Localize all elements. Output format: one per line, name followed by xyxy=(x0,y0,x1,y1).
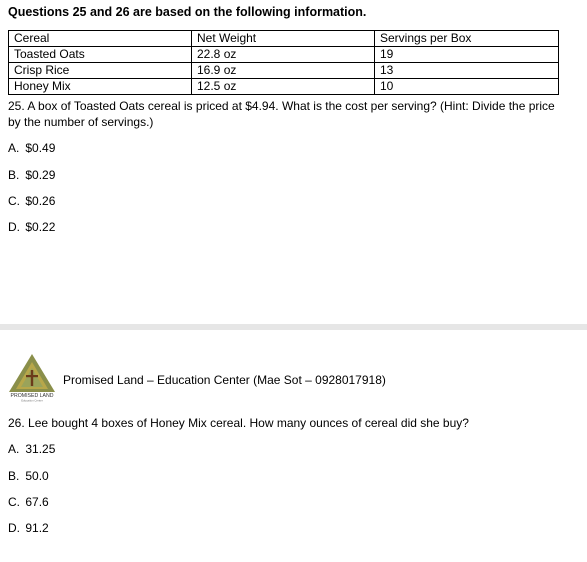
option-letter: D. xyxy=(8,521,20,535)
table-cell: 13 xyxy=(375,63,559,79)
answer-option-26a[interactable] xyxy=(8,442,55,456)
option-text: $0.49 xyxy=(25,141,56,155)
option-text: $0.26 xyxy=(25,194,56,208)
option-text: 67.6 xyxy=(25,495,49,509)
answer-option-26c[interactable] xyxy=(8,495,49,509)
option-letter: D. xyxy=(8,220,20,234)
option-text: 50.0 xyxy=(25,469,49,483)
table-cell: Honey Mix xyxy=(9,79,192,95)
answer-option-26d[interactable] xyxy=(8,521,49,535)
option-letter: A. xyxy=(8,141,20,155)
table-cell: 22.8 oz xyxy=(192,47,375,63)
option-letter: A. xyxy=(8,442,20,456)
question-26-text: 26. Lee bought 4 boxes of Honey Mix cereal. How many ounces of cereal did she buy? xyxy=(8,416,469,430)
option-letter: C. xyxy=(8,495,20,509)
option-letter: C. xyxy=(8,194,20,208)
section-divider xyxy=(0,324,587,330)
logo-subtitle: Education Center xyxy=(21,398,43,402)
option-text: $0.22 xyxy=(25,220,56,234)
table-cell: 10 xyxy=(375,79,559,95)
table-row xyxy=(9,63,559,79)
table-cell: 12.5 oz xyxy=(192,79,375,95)
table-row xyxy=(9,47,559,63)
table-cell: 16.9 oz xyxy=(192,63,375,79)
answer-option-25b[interactable] xyxy=(8,168,55,182)
answer-option-25d[interactable] xyxy=(8,220,55,234)
logo-triangle-icon xyxy=(7,352,57,402)
table-header-row xyxy=(9,31,559,47)
answer-option-25a[interactable] xyxy=(8,141,55,155)
cereal-table xyxy=(8,30,559,95)
header-cell: Net Weight xyxy=(192,31,375,47)
education-center-name: Promised Land – Education Center (Mae Sot – 0928017918) xyxy=(63,373,386,387)
option-text: 31.25 xyxy=(25,442,56,456)
question-25-text: 25. A box of Toasted Oats cereal is priced at $4.94. What is the cost per serving? (Hint: Divide the price by the number of servings.) xyxy=(8,99,555,129)
table-cell: 19 xyxy=(375,47,559,63)
promised-land-logo xyxy=(7,352,57,402)
logo-title: PROMISED LAND xyxy=(10,393,54,399)
option-text: 91.2 xyxy=(25,521,49,535)
section-heading: Questions 25 and 26 are based on the following information. xyxy=(8,5,367,19)
table-cell: Toasted Oats xyxy=(9,47,192,63)
header-cell: Servings per Box xyxy=(375,31,559,47)
table-row xyxy=(9,79,559,95)
table-cell: Crisp Rice xyxy=(9,63,192,79)
option-letter: B. xyxy=(8,168,20,182)
answer-option-25c[interactable] xyxy=(8,194,55,208)
answer-option-26b[interactable] xyxy=(8,469,49,483)
option-text: $0.29 xyxy=(25,168,56,182)
option-letter: B. xyxy=(8,469,20,483)
header-cell: Cereal xyxy=(9,31,192,47)
